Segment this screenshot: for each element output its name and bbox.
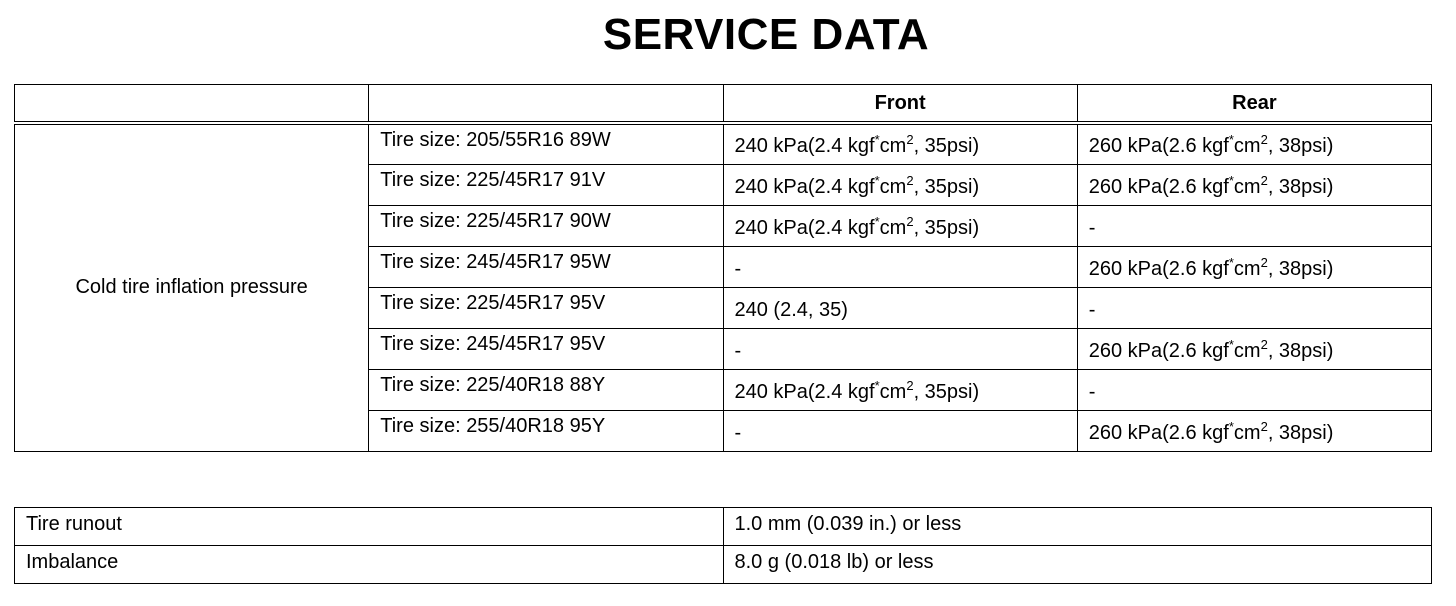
rear-pressure-cell-tail: , 38psi) (1267, 421, 1334, 444)
rear-pressure-cell-text: 260 kPa(2.6 kgf (1088, 339, 1229, 362)
front-pressure-cell-sup2: 2 (906, 131, 914, 147)
rear-pressure-cell (1077, 246, 1431, 287)
rear-pressure-cell-sup2: 2 (1260, 336, 1268, 352)
front-pressure-cell-mid: cm (879, 175, 907, 198)
rear-pressure-cell-sup2: 2 (1260, 254, 1268, 270)
page-title: SERVICE DATA (602, 10, 930, 59)
spec-label-imbalance: Imbalance (15, 546, 724, 584)
rear-pressure-cell (1077, 287, 1431, 328)
front-pressure-cell-sup2: 2 (906, 377, 914, 393)
spec-label-runout: Tire runout (15, 508, 724, 546)
front-pressure-cell-text: - (734, 339, 742, 362)
rear-pressure-cell-mid: cm (1233, 175, 1261, 198)
rear-pressure-cell-sup2: 2 (1260, 418, 1268, 434)
rear-pressure-cell-sup1: * (1228, 336, 1234, 352)
rear-pressure-cell-mid: cm (1233, 134, 1261, 157)
tire-size-cell: Tire size: 225/40R18 88Y (369, 369, 723, 410)
rear-pressure-cell-mid: cm (1233, 257, 1261, 280)
tire-size-cell: Tire size: 225/45R17 95V (369, 287, 723, 328)
front-pressure-cell-tail: , 35psi) (913, 134, 980, 157)
rear-pressure-cell (1077, 328, 1431, 369)
table-row (15, 508, 1432, 546)
rear-pressure-cell-text: 260 kPa(2.6 kgf (1088, 257, 1229, 280)
rear-pressure-cell-tail: , 38psi) (1267, 339, 1334, 362)
front-pressure-cell-sup2: 2 (906, 172, 914, 188)
front-pressure-cell-text: - (734, 257, 742, 280)
front-pressure-cell-sup1: * (874, 377, 880, 393)
front-pressure-cell-tail: , 35psi) (913, 216, 980, 239)
rear-pressure-cell-text: - (1088, 298, 1096, 321)
front-pressure-cell-text: 240 (2.4, 35) (734, 298, 848, 321)
runout-imbalance-table (14, 507, 1432, 584)
table-row (15, 546, 1432, 584)
rear-pressure-cell-text: 260 kPa(2.6 kgf (1088, 134, 1229, 157)
front-pressure-cell (723, 369, 1077, 410)
table-header-row (15, 85, 1432, 124)
front-pressure-cell-text: 240 kPa(2.4 kgf (734, 175, 875, 198)
front-pressure-cell-mid: cm (879, 380, 907, 403)
spec-value-runout: 1.0 mm (0.039 in.) or less (723, 508, 1432, 546)
group-label-cold-tire-inflation-pressure: Cold tire inflation pressure (15, 123, 369, 451)
front-pressure-cell (723, 205, 1077, 246)
front-pressure-cell (723, 410, 1077, 451)
rear-pressure-cell-mid: cm (1233, 339, 1261, 362)
front-pressure-cell-sup2: 2 (906, 213, 914, 229)
front-pressure-cell-mid: cm (879, 134, 907, 157)
rear-pressure-cell (1077, 410, 1431, 451)
rear-pressure-cell-text: 260 kPa(2.6 kgf (1088, 421, 1229, 444)
front-pressure-cell-tail: , 35psi) (913, 380, 980, 403)
front-pressure-cell (723, 164, 1077, 205)
rear-pressure-cell-sup2: 2 (1260, 172, 1268, 188)
rear-pressure-cell-text: - (1088, 216, 1096, 239)
rear-pressure-cell (1077, 164, 1431, 205)
front-pressure-cell (723, 246, 1077, 287)
rear-pressure-cell-text: 260 kPa(2.6 kgf (1088, 175, 1229, 198)
rear-pressure-cell-sup1: * (1228, 254, 1234, 270)
spec-value-imbalance: 8.0 g (0.018 lb) or less (723, 546, 1432, 584)
rear-pressure-cell-tail: , 38psi) (1267, 175, 1334, 198)
rear-pressure-cell-tail: , 38psi) (1267, 134, 1334, 157)
tire-size-cell: Tire size: 205/55R16 89W (369, 123, 723, 164)
front-pressure-cell (723, 287, 1077, 328)
rear-pressure-cell (1077, 369, 1431, 410)
front-pressure-cell-sup1: * (874, 131, 880, 147)
header-front: Front (723, 85, 1077, 124)
front-pressure-cell-tail: , 35psi) (913, 175, 980, 198)
rear-pressure-cell-mid: cm (1233, 421, 1261, 444)
rear-pressure-cell-sup1: * (1228, 172, 1234, 188)
front-pressure-cell (723, 123, 1077, 164)
rear-pressure-cell-tail: , 38psi) (1267, 257, 1334, 280)
rear-pressure-cell (1077, 205, 1431, 246)
front-pressure-cell-text: - (734, 421, 742, 444)
front-pressure-cell-text: 240 kPa(2.4 kgf (734, 134, 875, 157)
rear-pressure-cell-text: - (1088, 380, 1096, 403)
tire-size-cell: Tire size: 245/45R17 95V (369, 328, 723, 369)
tire-size-cell: Tire size: 255/40R18 95Y (369, 410, 723, 451)
tire-size-cell: Tire size: 225/45R17 91V (369, 164, 723, 205)
inflation-pressure-table (14, 84, 1432, 452)
header-blank-2 (369, 85, 723, 124)
rear-pressure-cell-sup2: 2 (1260, 131, 1268, 147)
header-blank-1 (15, 85, 369, 124)
rear-pressure-cell (1077, 123, 1431, 164)
front-pressure-cell-mid: cm (879, 216, 907, 239)
front-pressure-cell-sup1: * (874, 172, 880, 188)
front-pressure-cell-text: 240 kPa(2.4 kgf (734, 216, 875, 239)
tire-size-cell: Tire size: 245/45R17 95W (369, 246, 723, 287)
rear-pressure-cell-sup1: * (1228, 131, 1234, 147)
tire-size-cell: Tire size: 225/45R17 90W (369, 205, 723, 246)
front-pressure-cell-text: 240 kPa(2.4 kgf (734, 380, 875, 403)
rear-pressure-cell-sup1: * (1228, 418, 1234, 434)
table-row (15, 123, 1432, 164)
front-pressure-cell-sup1: * (874, 213, 880, 229)
header-rear: Rear (1077, 85, 1431, 124)
front-pressure-cell (723, 328, 1077, 369)
